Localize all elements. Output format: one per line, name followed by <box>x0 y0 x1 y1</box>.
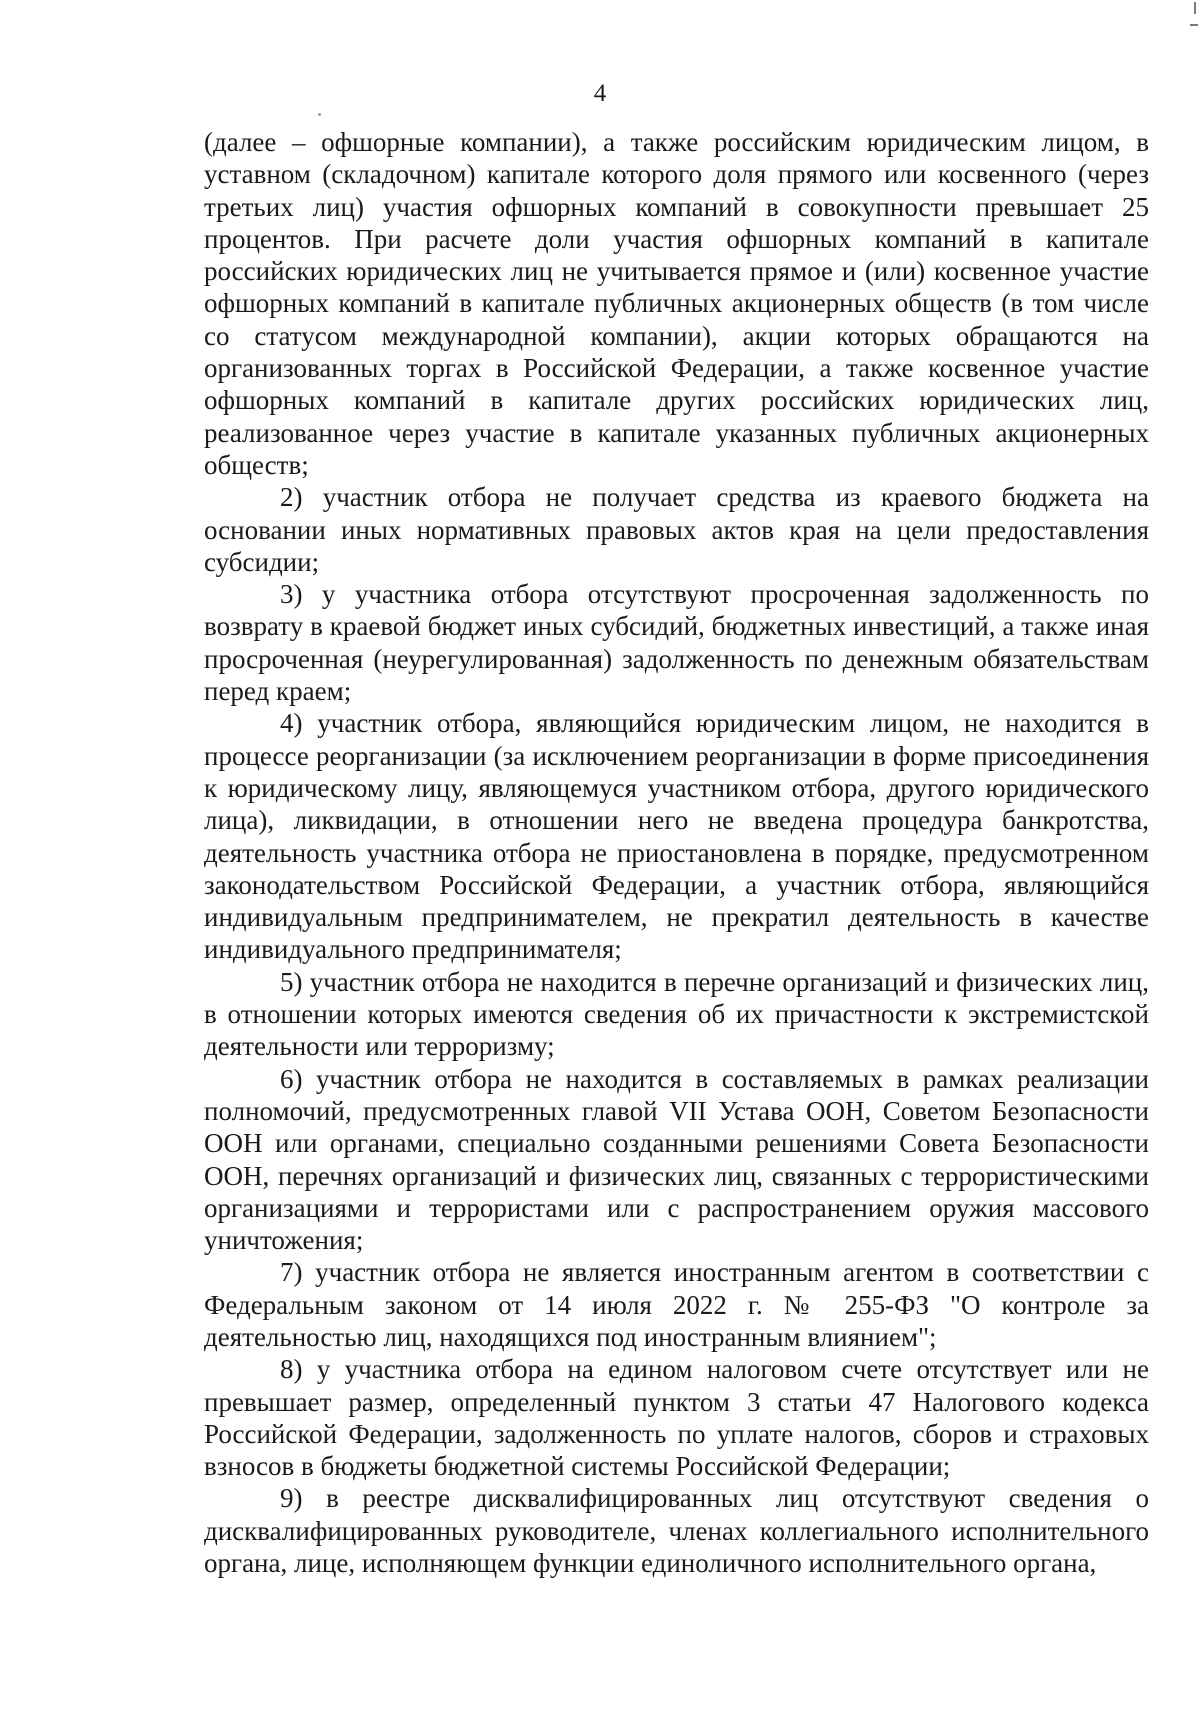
paragraph-item-5: 5) участник отбора не находится в перечне организаций и физических лиц, в отношении которых имеются сведения об их причастности к экстремистской деятельности или терроризму; <box>204 966 1149 1062</box>
paragraph-item-2: 2) участник отбора не получает средства из краевого бюджета на основании иных нормативных правовых актов края на цели предоставления субсидии; <box>204 482 1149 577</box>
scan-corner-mark <box>1186 0 1200 40</box>
paragraph-item-7: 7) участник отбора не является иностранным агентом в соответствии с Федеральным законом от 14 июля 2022 г. № 255-ФЗ "О контроле за деятельностью лиц, находящихся под иностранным влиянием"; <box>204 1257 1149 1352</box>
paragraph-item-4: 4) участник отбора, являющийся юридическим лицом, не находится в процессе реорганизации (за исключением реорганизации в форме присоединения к юридическому лицу, являющемуся участником отбора, другого юридического лица), ликвидации, в отношении него не введена процедура банкротства, деятельность участника отбора не приостановлена в порядке, предусмотренном законодательством Российской Федерации, а участник отбора, являющийся индивидуальным предпринимателем, не прекратил деятельность в качестве индивидуального предпринимателя; <box>204 708 1149 965</box>
paragraph-item-3: 3) у участника отбора отсутствуют просроченная задолженность по возврату в краевой бюджет иных субсидий, бюджетных инвестиций, а также иная просроченная (неурегулированная) задолженность по денежным обязательствам перед краем; <box>204 579 1149 707</box>
document-body <box>204 126 1149 1579</box>
page-number: 4 <box>593 80 607 107</box>
paragraph-item-9: 9) в реестре дисквалифицированных лиц отсутствуют сведения о дисквалифицированных руководителе, членах коллегиального исполнительного органа, лице, исполняющем функции единоличного исполнительного органа, <box>204 1483 1149 1579</box>
paragraph-item-6: 6) участник отбора не находится в составляемых в рамках реализации полномочий, предусмотренных главой VII Устава ООН, Советом Безопасности ООН или органами, специально созданными решениями Совета Безопасности ООН, перечнях организаций и физических лиц, связанных с террористическими организациями и террористами или с распространением оружия массового уничтожения; <box>204 1063 1149 1256</box>
scan-speck <box>318 113 321 116</box>
paragraph-item-8: 8) у участника отбора на едином налоговом счете отсутствует или не превышает размер, определенный пунктом 3 статьи 47 Налогового кодекса Российской Федерации, задолженность по уплате налогов, сборов и страховых взносов в бюджеты бюджетной системы Российской Федерации; <box>204 1354 1149 1482</box>
paragraph-continuation: (далее – офшорные компании), а также российским юридическим лицом, в уставном (складочном) капитале которого доля прямого или косвенного (через третьих лиц) участия офшорных компаний в совокупности превышает 25 процентов. При расчете доли участия офшорных компаний в капитале российских юридических лиц не учитывается прямое и (или) косвенное участие офшорных компаний в капитале публичных акционерных обществ (в том числе со статусом международной компании), акции которых обращаются на организованных торгах в Российской Федерации, а также косвенное участие офшорных компаний в капитале других российских юридических лиц, реализованное через участие в капитале указанных публичных акционерных обществ; <box>204 127 1149 480</box>
